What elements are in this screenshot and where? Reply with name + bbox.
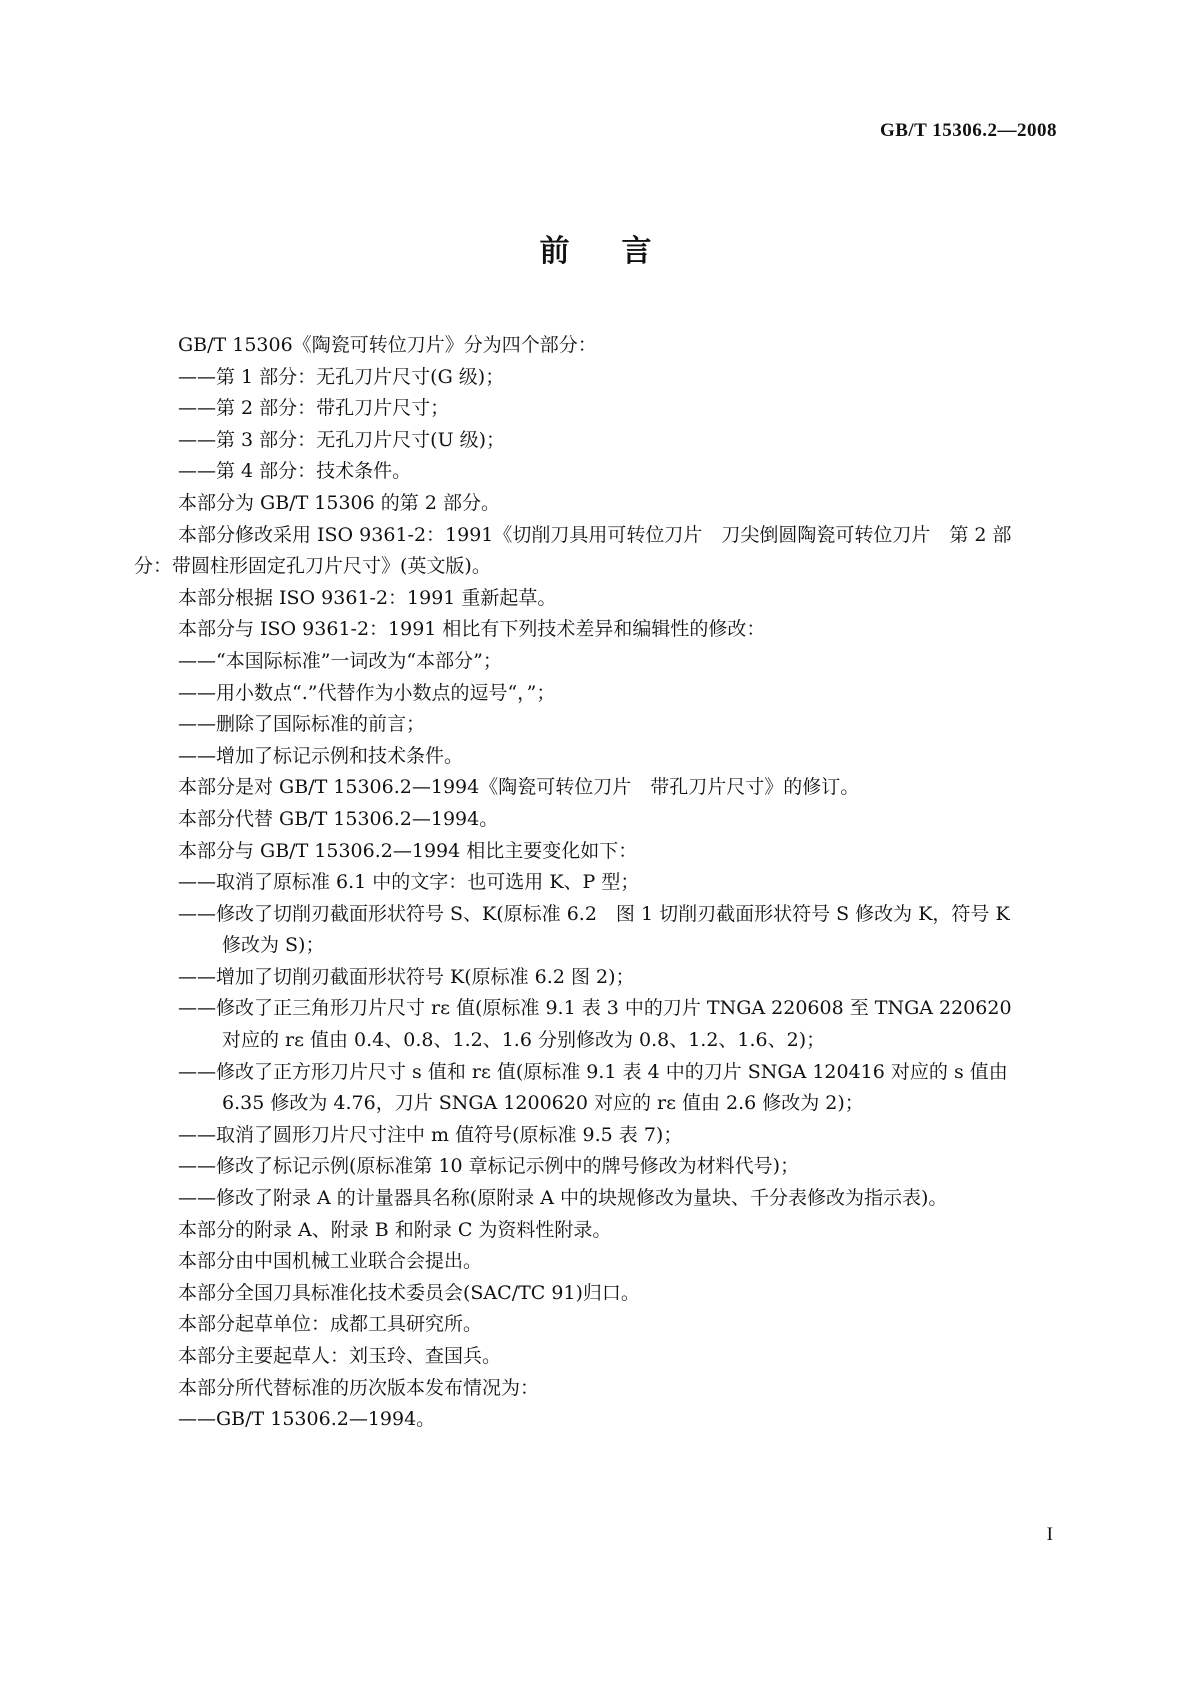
list-item: ——取消了原标准 6.1 中的文字：也可选用 K、P 型； — [178, 871, 640, 894]
page-number: I — [1046, 1524, 1053, 1545]
list-item: ——第 3 部分：无孔刀片尺寸(U 级)； — [178, 428, 506, 451]
list-item: ——第 2 部分：带孔刀片尺寸； — [178, 397, 450, 420]
paragraph: 本部分所代替标准的历次版本发布情况为： — [178, 1376, 540, 1399]
list-item: ——删除了国际标准的前言； — [178, 713, 426, 736]
list-item: ——第 4 部分：技术条件。 — [178, 460, 412, 483]
paragraph: 本部分为 GB/T 15306 的第 2 部分。 — [178, 491, 500, 514]
paragraph: 本部分根据 ISO 9361-2：1991 重新起草。 — [178, 586, 557, 609]
list-item: ——“本国际标准”一词改为“本部分”； — [178, 649, 502, 672]
foreword-body — [134, 330, 1058, 1436]
list-item: ——第 1 部分：无孔刀片尺寸(G 级)； — [178, 365, 505, 388]
paragraph: 本部分修改采用 ISO 9361-2：1991《切削刀具用可转位刀片 刀尖倒圆陶瓷可转位刀片 第 2 部 — [178, 523, 1012, 546]
standard-code: GB/T 15306.2—2008 — [879, 120, 1057, 141]
list-item: ——增加了切削刃截面形状符号 K(原标准 6.2 图 2)； — [178, 965, 635, 988]
paragraph: 本部分的附录 A、附录 B 和附录 C 为资料性附录。 — [178, 1218, 612, 1241]
list-item: ——取消了圆形刀片尺寸注中 m 值符号(原标准 9.5 表 7)； — [178, 1123, 683, 1146]
list-item: ——修改了正三角形刀片尺寸 rε 值(原标准 9.1 表 3 中的刀片 TNGA 220608 至 TNGA 220620 — [178, 997, 1012, 1020]
paragraph: 本部分与 ISO 9361-2：1991 相比有下列技术差异和编辑性的修改： — [178, 618, 766, 641]
paragraph: 本部分全国刀具标准化技术委员会(SAC/TC 91)归口。 — [178, 1281, 640, 1304]
list-item: ——修改了正方形刀片尺寸 s 值和 rε 值(原标准 9.1 表 4 中的刀片 SNGA 120416 对应的 s 值由 — [178, 1060, 1008, 1083]
paragraph: 本部分主要起草人：刘玉玲、查国兵。 — [178, 1345, 502, 1367]
paragraph: 本部分代替 GB/T 15306.2—1994。 — [178, 807, 499, 830]
paragraph: 本部分由中国机械工业联合会提出。 — [178, 1250, 483, 1273]
paragraph: 本部分起草单位：成都工具研究所。 — [178, 1313, 483, 1336]
list-item: ——用小数点“.”代替作为小数点的逗号“，”； — [178, 681, 556, 704]
paragraph: GB/T 15306《陶瓷可转位刀片》分为四个部分： — [178, 334, 597, 356]
paragraph-continuation: 分：带圆柱形固定孔刀片尺寸》(英文版)。 — [134, 555, 491, 578]
page-title: 前言 — [539, 234, 704, 269]
list-item: ——修改了标记示例(原标准第 10 章标记示例中的牌号修改为材料代号)； — [178, 1155, 800, 1178]
list-item: ——修改了附录 A 的计量器具名称(原附录 A 中的块规修改为量块、千分表修改为指示表)。 — [178, 1187, 948, 1210]
list-item-continuation: 修改为 S)； — [222, 934, 325, 957]
list-item-continuation: 对应的 rε 值由 0.4、0.8、1.2、1.6 分别修改为 0.8、1.2、1.6、2)； — [222, 1029, 826, 1052]
paragraph: 本部分是对 GB/T 15306.2—1994《陶瓷可转位刀片 带孔刀片尺寸》的修订。 — [178, 776, 860, 799]
list-item: ——GB/T 15306.2—1994。 — [178, 1408, 436, 1431]
list-item-continuation: 6.35 修改为 4.76，刀片 SNGA 1200620 对应的 rε 值由 2.6 修改为 2)； — [222, 1092, 864, 1115]
paragraph: 本部分与 GB/T 15306.2—1994 相比主要变化如下： — [178, 839, 638, 862]
list-item: ——增加了标记示例和技术条件。 — [178, 744, 464, 767]
list-item: ——修改了切削刃截面形状符号 S、K(原标准 6.2 图 1 切削刃截面形状符号 S 修改为 K，符号 K — [178, 902, 1010, 925]
